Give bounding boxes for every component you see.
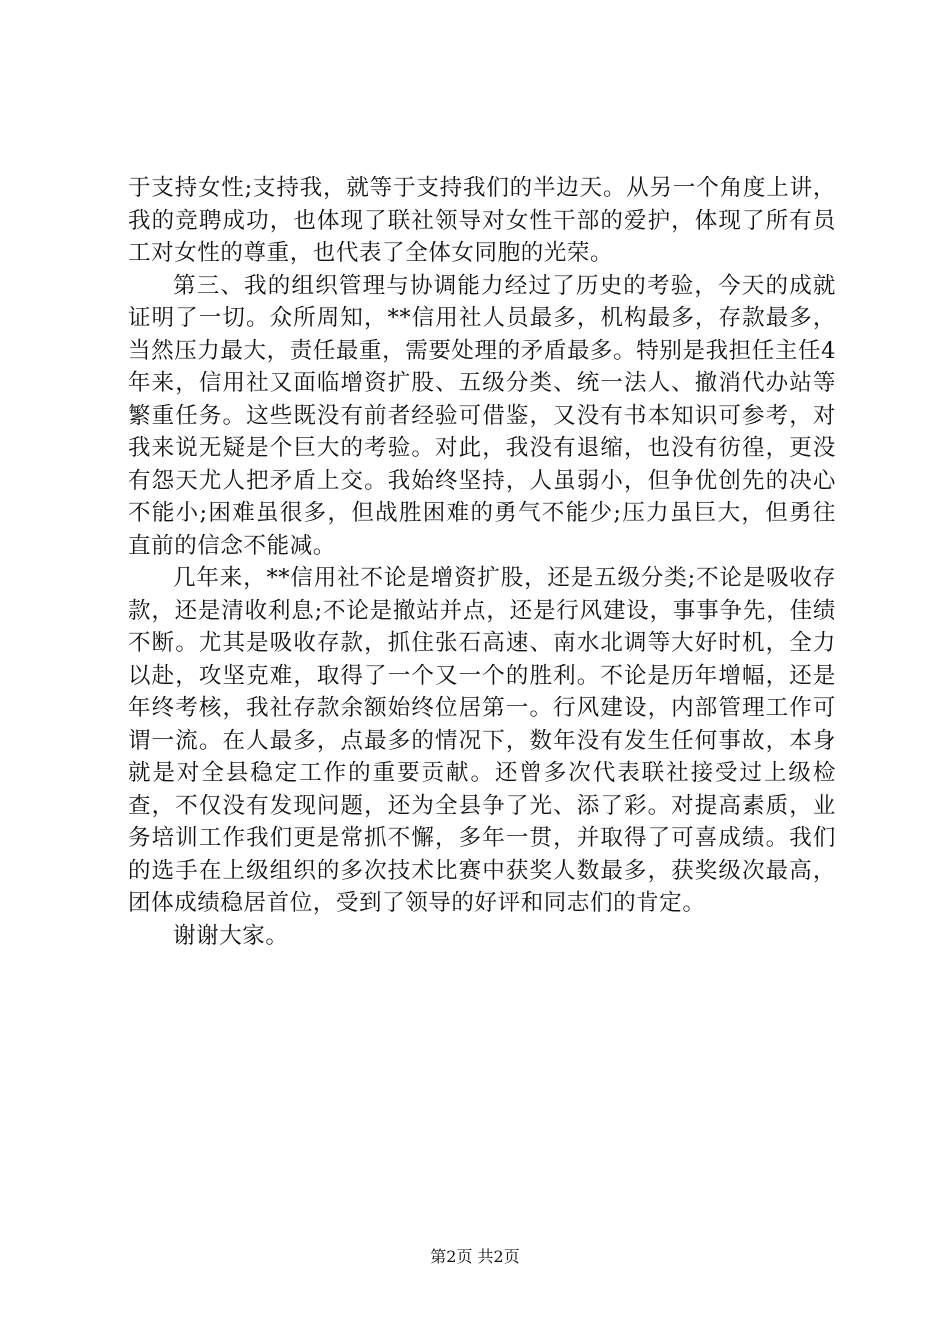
- paragraph-closing: 谢谢大家。: [173, 922, 289, 949]
- paragraph-achievements: 几年来，**信用社不论是增资扩股，还是五级分类;不论是吸收存款，还是清收利息;不论是撤站并点，还是行风建设，事事争先，佳绩不断。尤其是吸收存款，抓住张石高速、南水北调等大好时机，全力以赴，攻坚克难，取得了一个又一个的胜利。不论是历年增幅，还是年终考核，我社存款余额始终位居第一。行风建设，内部管理工作可谓一流。在人最多，点最多的情况下，数年没有发生任何事故，本身就是对全县稳定工作的重要贡献。还曾多次代表联社接受过上级检查，不仅没有发现问题，还为全县争了光、添了彩。对提高素质，业务培训工作我们更是常抓不懈，多年一贯，并取得了可喜成绩。我们的选手在上级组织的多次技术比赛中获奖人数最多，获奖级次最高，团体成绩稳居首位，受到了领导的好评和同志们的肯定。: [128, 565, 836, 916]
- page-footer: 第2页 共2页: [430, 1247, 520, 1266]
- document-body: [128, 172, 836, 952]
- paragraph-continuation: 于支持女性;支持我，就等于支持我们的半边天。从另一个角度上讲，我的竞聘成功，也体现了联社领导对女性干部的爱护，体现了所有员工对女性的尊重，也代表了全体女同胞的光荣。: [128, 175, 836, 266]
- paragraph-third-point: 第三、我的组织管理与协调能力经过了历史的考验，今天的成就证明了一切。众所周知，**信用社人员最多，机构最多，存款最多，当然压力最大，责任最重，需要处理的矛盾最多。特别是我担任主任4年来，信用社又面临增资扩股、五级分类、统一法人、撤消代办站等繁重任务。这些既没有前者经验可借鉴，又没有书本知识可参考，对我来说无疑是个巨大的考验。对此，我没有退缩，也没有彷徨，更没有怨天尤人把矛盾上交。我始终坚持，人虽弱小，但争优创先的决心不能小;困难虽很多，但战胜困难的勇气不能少;压力虽巨大，但勇往直前的信念不能减。: [128, 272, 836, 559]
